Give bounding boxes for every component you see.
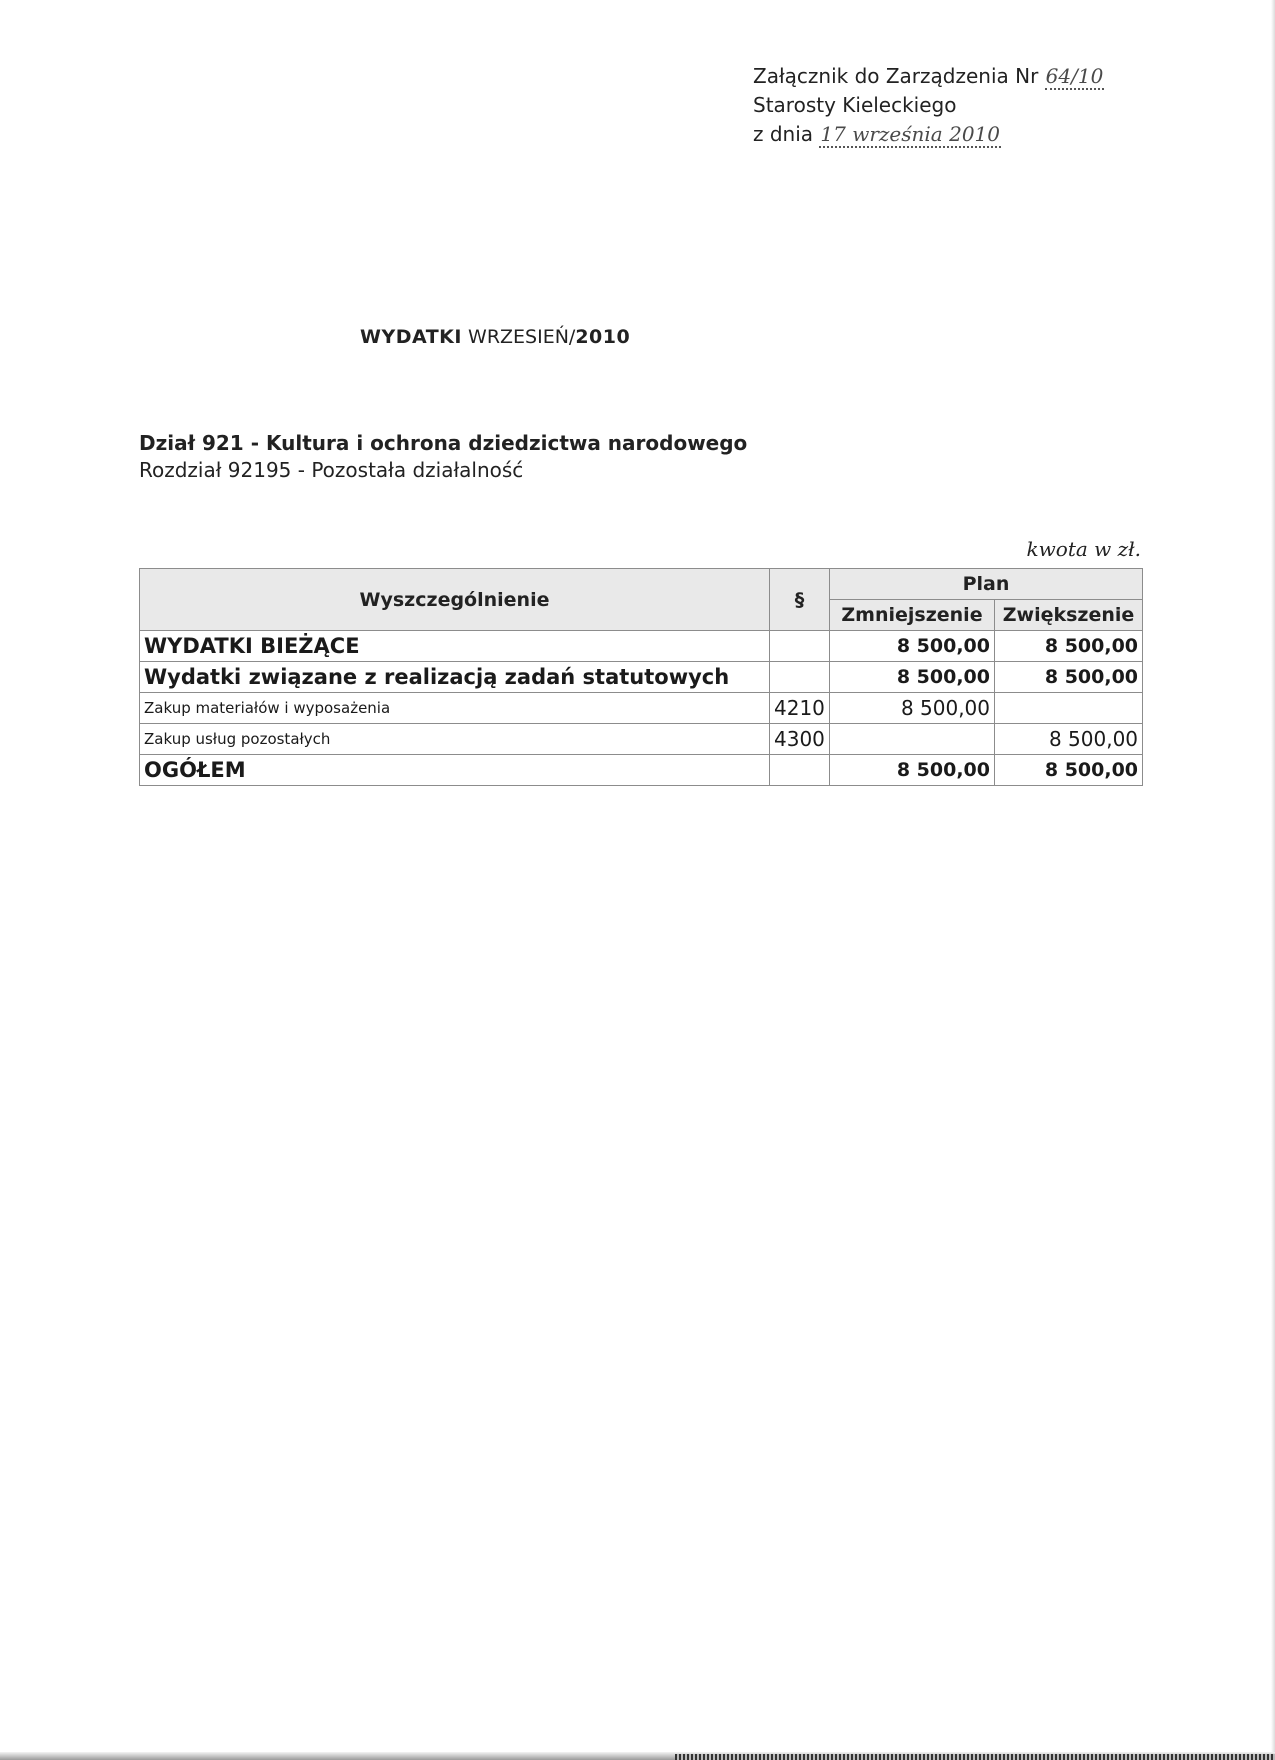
row-name: WYDATKI BIEŻĄCE <box>140 631 770 662</box>
row-name: Zakup usług pozostałych <box>140 724 770 755</box>
row-paragraph <box>770 631 830 662</box>
annex-line-2: Starosty Kieleckiego <box>753 93 957 117</box>
annex-order-number: 64/10 <box>1045 64 1104 88</box>
annex-date-label: z dnia <box>753 122 814 146</box>
row-paragraph: 4210 <box>770 693 830 724</box>
row-increase: 8 500,00 <box>995 724 1143 755</box>
row-paragraph: 4300 <box>770 724 830 755</box>
header-paragraph: § <box>770 569 830 631</box>
row-name: OGÓŁEM <box>140 755 770 786</box>
row-decrease: 8 500,00 <box>830 662 995 693</box>
row-increase: 8 500,00 <box>995 631 1143 662</box>
page-title <box>360 326 630 348</box>
header-name: Wyszczególnienie <box>140 569 770 631</box>
row-decrease: 8 500,00 <box>830 693 995 724</box>
title-bold-part: WYDATKI <box>360 326 462 348</box>
row-decrease <box>830 724 995 755</box>
annex-date-value: 17 września 2010 <box>820 122 1000 146</box>
row-paragraph <box>770 755 830 786</box>
row-name: Wydatki związane z realizacją zadań statutowych <box>140 662 770 693</box>
section-rozdzial: Rozdział 92195 - Pozostała działalność <box>139 458 524 482</box>
annex-line-1 <box>753 62 1104 91</box>
title-month: WRZESIEŃ/ <box>468 326 576 348</box>
section-heading <box>139 430 747 484</box>
table-row <box>140 724 1143 755</box>
table-header-row <box>140 569 1143 600</box>
row-decrease: 8 500,00 <box>830 631 995 662</box>
row-increase: 8 500,00 <box>995 755 1143 786</box>
header-increase: Zwiększenie <box>995 600 1143 631</box>
annex-line-3 <box>753 120 1104 149</box>
row-name: Zakup materiałów i wyposażenia <box>140 693 770 724</box>
header-plan: Plan <box>830 569 1143 600</box>
section-dzial: Dział 921 - Kultura i ochrona dziedzictwa narodowego <box>139 431 748 455</box>
title-year: 2010 <box>575 326 631 348</box>
annex-order-label: Załącznik do Zarządzenia Nr <box>753 64 1039 88</box>
budget-table <box>139 568 1143 786</box>
row-paragraph <box>770 662 830 693</box>
table-row <box>140 662 1143 693</box>
row-increase <box>995 693 1143 724</box>
table-total-row <box>140 755 1143 786</box>
page-edge-right <box>1271 0 1275 1760</box>
header-decrease: Zmniejszenie <box>830 600 995 631</box>
table-row <box>140 631 1143 662</box>
scan-edge-strip <box>675 1754 1275 1760</box>
row-increase: 8 500,00 <box>995 662 1143 693</box>
annex-header <box>753 62 1104 149</box>
row-decrease: 8 500,00 <box>830 755 995 786</box>
table-row <box>140 693 1143 724</box>
unit-note: kwota w zł. <box>1026 537 1141 561</box>
